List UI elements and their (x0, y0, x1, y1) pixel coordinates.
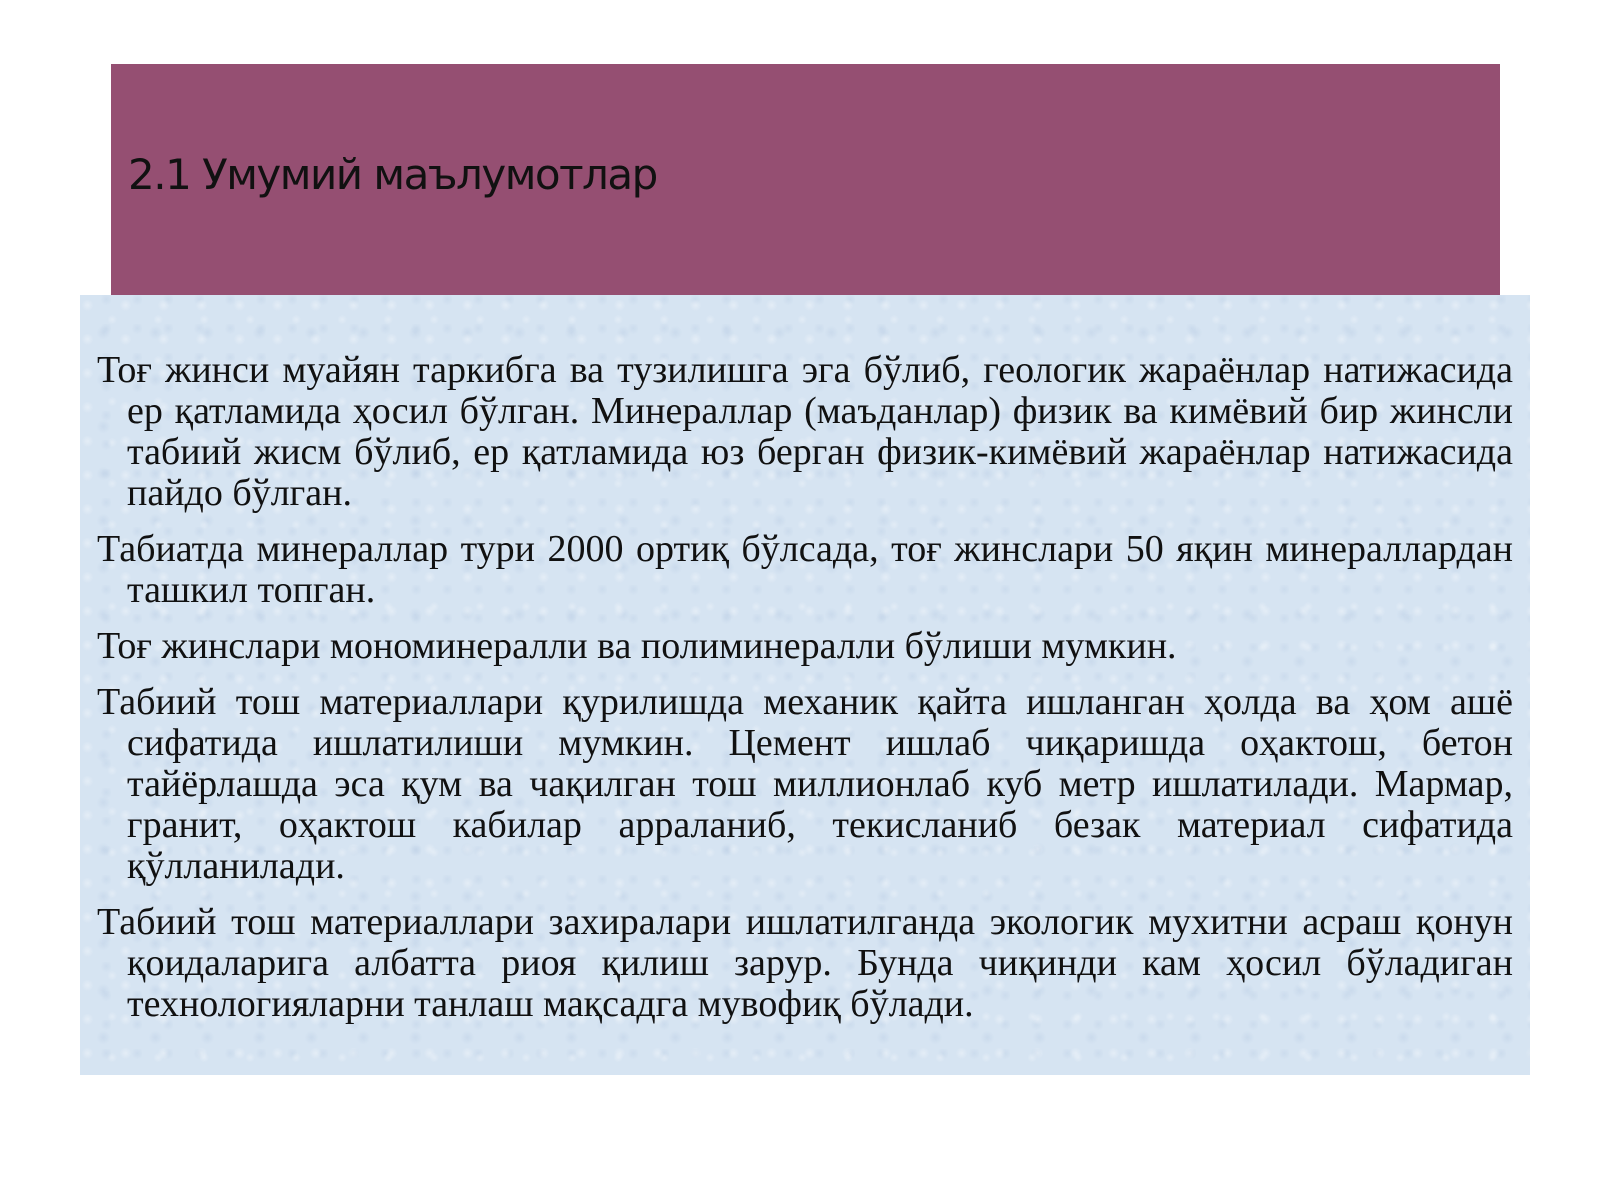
paragraph: Тоғ жинслари мономинералли ва полиминералли бўлиши мумкин. (97, 625, 1177, 667)
paragraph: Тоғ жинси муайян таркибга ва тузилишга эга бўлиб, геологик жараёнлар натижасида ер қатламида ҳосил бўлган. Минераллар (маъданлар) физик ва кимёвий бир жинсли табиий жисм бўлиб, ер қатламида юз берган физик-кимёвий жараёнлар натижасида пайдо бўлган. (97, 349, 1513, 514)
paragraph: Табиий тош материаллари захиралари ишлатилганда экологик мухитни асраш қонун қоидаларига албатта риоя қилиш зарур. Бунда чиқинди кам ҳосил бўладиган технологияларни танлаш мақсадга мувофиқ бўлади. (97, 901, 1513, 1025)
paragraph-list (97, 350, 1513, 1040)
slide-title: 2.1 Умумий маълумотлар (128, 150, 657, 199)
paragraph: Табиий тош материаллари қурилишда механик қайта ишланган ҳолда ва ҳом ашё сифатида ишлатилиши мумкин. Цемент ишлаб чиқаришда оҳактош, бетон тайёрлашда эса қум ва чақилган тош миллионлаб куб метр ишлатилади. Мармар, гранит, оҳактош кабилар арраланиб, текисланиб безак материал сифатида қўлланилади. (97, 681, 1513, 887)
paragraph: Табиатда минераллар тури 2000 ортиқ бўлсада, тоғ жинслари 50 яқин минераллардан ташкил топган. (97, 528, 1513, 611)
